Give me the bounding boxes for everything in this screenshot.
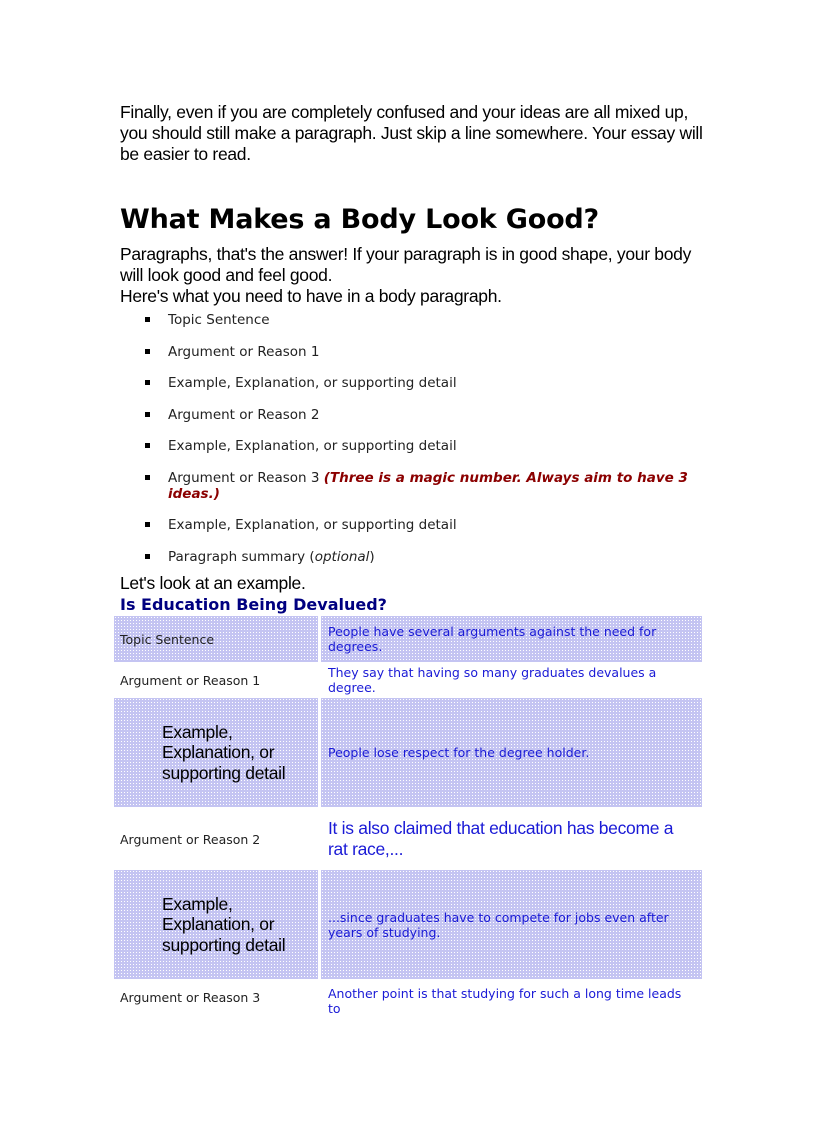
section-heading: What Makes a Body Look Good? xyxy=(120,204,600,235)
row-value: People have several arguments against the need for degrees. xyxy=(321,616,702,662)
bullet-icon xyxy=(145,349,150,354)
lets-look-line: Let's look at an example. xyxy=(120,573,306,593)
list-item: Argument or Reason 2 xyxy=(120,407,700,423)
bullet-icon xyxy=(145,412,150,417)
row-value: People lose respect for the degree holder. xyxy=(321,698,702,807)
list-item: Topic Sentence xyxy=(120,312,700,328)
list-item: Paragraph summary (optional) xyxy=(120,549,700,565)
row-label: Argument or Reason 1 xyxy=(120,672,261,688)
table-row xyxy=(114,870,702,979)
list-item: Argument or Reason 3 (Three is a magic number. Always aim to have 3 ideas.) xyxy=(120,470,700,502)
bullet-icon xyxy=(145,443,150,448)
bullet-icon xyxy=(145,554,150,559)
table-row xyxy=(114,982,702,1016)
table-row xyxy=(114,698,702,807)
bullet-icon xyxy=(145,317,150,322)
row-value: ...since graduates have to compete for jobs even after years of studying. xyxy=(321,870,702,979)
row-label: Example, Explanation, or supporting detail xyxy=(114,870,318,979)
list-item: Example, Explanation, or supporting detail xyxy=(120,517,700,533)
row-label: Example, Explanation, or supporting detail xyxy=(114,698,318,807)
row-value: It is also claimed that education has become a rat race,... xyxy=(328,818,674,859)
example-table xyxy=(114,616,702,1016)
answer-paragraph xyxy=(120,244,710,307)
row-value: They say that having so many graduates devalues a degree. xyxy=(328,665,657,695)
list-item: Example, Explanation, or supporting detail xyxy=(120,438,700,454)
list-item: Example, Explanation, or supporting detail xyxy=(120,375,700,391)
bullet-icon xyxy=(145,475,150,480)
row-label: Topic Sentence xyxy=(114,616,318,662)
row-label: Argument or Reason 3 xyxy=(120,990,261,1005)
intro-paragraph: Finally, even if you are completely confused and your ideas are all mixed up, you should still make a paragraph. Just skip a line somewhere. Your essay will be easier to read. xyxy=(120,102,703,164)
need-line: Here's what you need to have in a body paragraph. xyxy=(120,286,502,306)
row-value: Another point is that studying for such a long time leads to xyxy=(328,986,682,1016)
table-row xyxy=(114,810,702,868)
body-paragraph-list xyxy=(120,312,700,580)
answer-line: Paragraphs, that's the answer! If your paragraph is in good shape, your body will look good and feel good. xyxy=(120,244,692,285)
magic-number-note: (Three is a magic number. Always aim to have 3 ideas.) xyxy=(168,469,688,502)
bullet-icon xyxy=(145,380,150,385)
table-row xyxy=(114,616,702,662)
bullet-icon xyxy=(145,522,150,527)
row-label: Argument or Reason 2 xyxy=(120,831,261,847)
example-title: Is Education Being Devalued? xyxy=(120,595,387,614)
table-row xyxy=(114,665,702,695)
list-item: Argument or Reason 1 xyxy=(120,344,700,360)
